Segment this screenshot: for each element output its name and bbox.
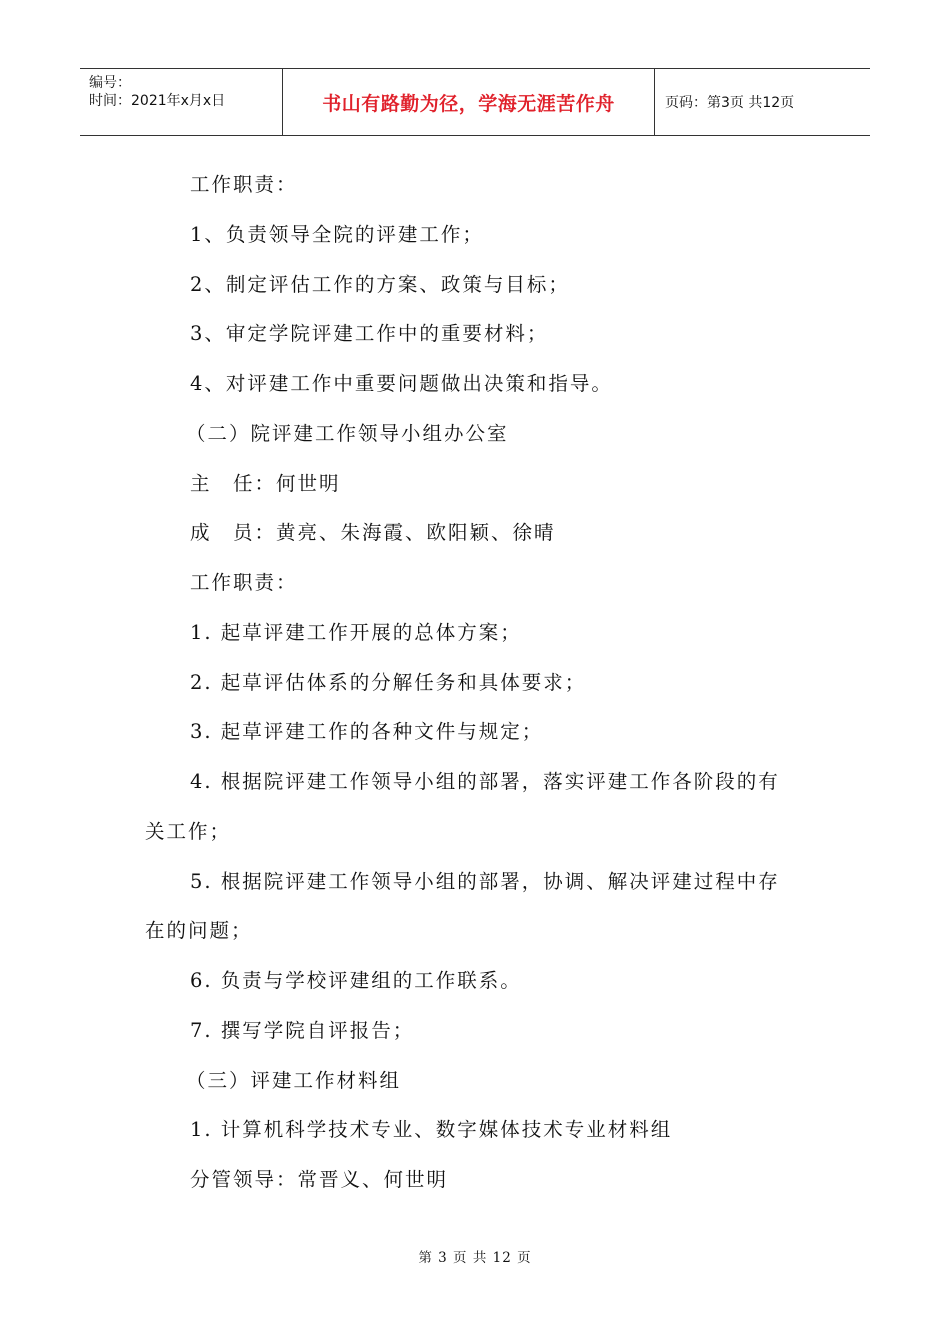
- office-duty-3: 3. 起草评建工作的各种文件与规定；: [190, 720, 544, 743]
- duty-item-2: 2、制定评估工作的方案、政策与目标；: [190, 273, 570, 296]
- page-info-text: 页码：第3页 共12页: [665, 95, 795, 111]
- motto-text: 书山有路勤为径，学海无涯苦作舟: [322, 92, 615, 115]
- page-footer: 第 3 页 共 12 页: [418, 1250, 532, 1266]
- director-line: 主 任：何世明: [190, 472, 341, 495]
- office-duty-4: 4. 根据院评建工作领导小组的部署，落实评建工作各阶段的有: [190, 770, 780, 793]
- material-group-1: 1. 计算机科学技术专业、数字媒体技术专业材料组: [190, 1118, 673, 1141]
- office-duty-1: 1. 起草评建工作开展的总体方案；: [190, 621, 522, 644]
- duty-item-1: 1、负责领导全院的评建工作；: [190, 223, 484, 246]
- document-number: 编号：: [89, 75, 131, 91]
- office-duty-5: 5. 根据院评建工作领导小组的部署，协调、解决评建过程中存: [190, 870, 780, 893]
- supervisor-line: 分管领导：常晋义、何世明: [190, 1168, 449, 1191]
- members-line: 成 员：黄亮、朱海霞、欧阳颖、徐晴: [190, 521, 556, 544]
- office-duty-6: 6. 负责与学校评建组的工作联系。: [190, 969, 522, 992]
- duties-heading: 工作职责：: [190, 173, 298, 196]
- office-duty-2: 2. 起草评估体系的分解任务和具体要求；: [190, 671, 587, 694]
- section-heading-2: （二）院评建工作领导小组办公室: [186, 422, 509, 445]
- duty-item-3: 3、审定学院评建工作中的重要材料；: [190, 322, 549, 345]
- office-duties-heading: 工作职责：: [190, 571, 298, 594]
- section-heading-3: （三）评建工作材料组: [186, 1069, 402, 1092]
- office-duty-5-cont: 在的问题；: [145, 919, 253, 942]
- document-date: 时间：2021年x月x日: [89, 93, 226, 109]
- office-duty-7: 7. 撰写学院自评报告；: [190, 1019, 415, 1042]
- office-duty-4-cont: 关工作；: [145, 820, 232, 843]
- duty-item-4: 4、对评建工作中重要问题做出决策和指导。: [190, 372, 613, 395]
